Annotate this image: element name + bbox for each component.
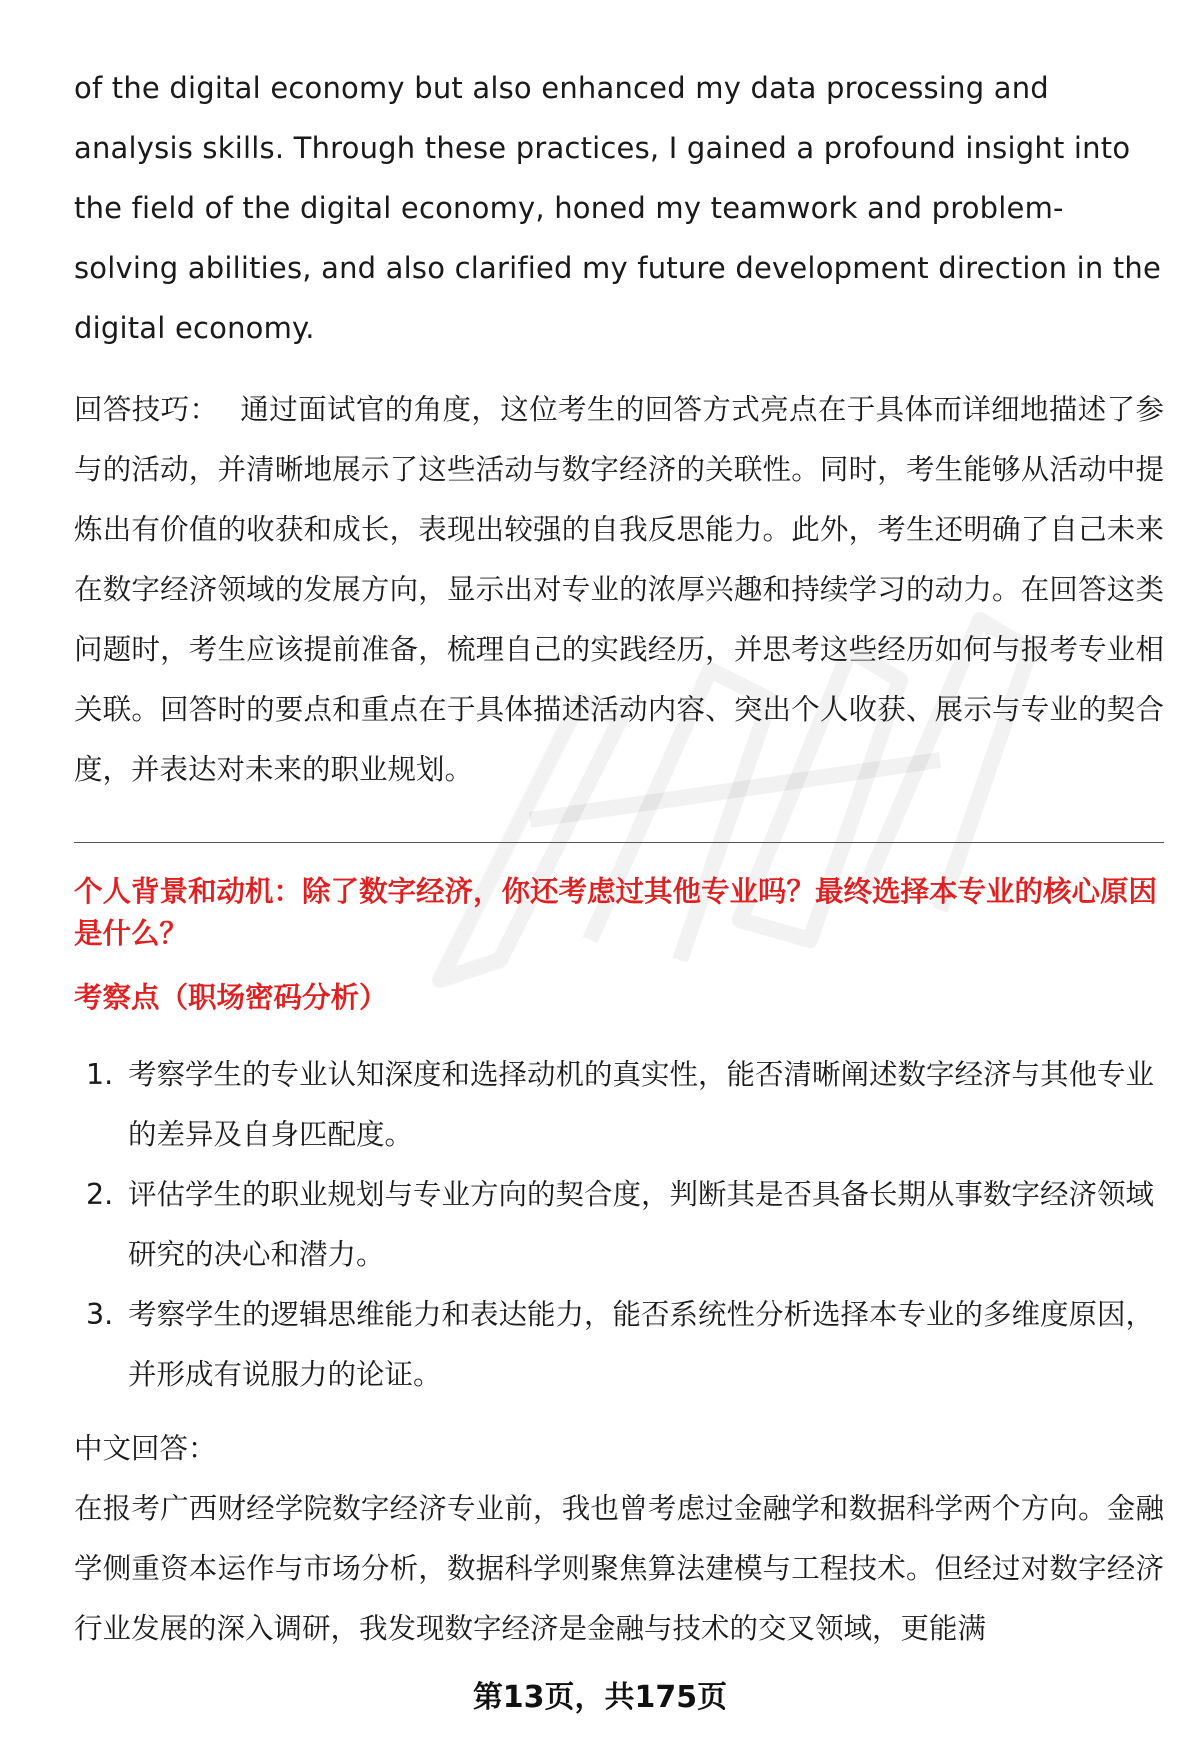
section-divider <box>74 842 1164 843</box>
focus-title: 考察点（职场密码分析） <box>74 981 388 1014</box>
list-item <box>74 1285 1164 1405</box>
focus-list <box>74 1045 1164 1405</box>
answer-label: 中文回答： <box>74 1432 217 1465</box>
answer-text: 在报考广西财经学院数字经济专业前，我也曾考虑过金融学和数据科学两个方向。金融学侧重资本运作与市场分析，数据科学则聚焦算法建模与工程技术。但经过对数字经济行业发展的深入调研，我发现数字经济是金融与技术的交叉领域，更能满 <box>74 1492 1164 1645</box>
tips-text: 通过面试官的角度，这位考生的回答方式亮点在于具体而详细地描述了参与的活动，并清晰地展示了这些活动与数字经济的关联性。同时，考生能够从活动中提炼出有价值的收获和成长，表现出较强的自我反思能力。此外，考生还明确了自己未来在数字经济领域的发展方向，显示出对专业的浓厚兴趣和持续学习的动力。在回答这类问题时，考生应该提前准备，梳理自己的实践经历，并思考这些经历如何与报考专业相关联。回答时的要点和重点在于具体描述活动内容、突出个人收获、展示与专业的契合度，并表达对未来的职业规划。 <box>74 393 1164 786</box>
answer-tips <box>74 380 1164 800</box>
list-item <box>74 1045 1164 1165</box>
list-text: 评估学生的职业规划与专业方向的契合度，判断其是否具备长期从事数字经济领域研究的决心和潜力。 <box>128 1178 1155 1271</box>
question-heading: 个人背景和动机：除了数字经济，你还考虑过其他专业吗？最终选择本专业的核心原因是什么？ <box>74 875 1158 950</box>
intro-paragraph: of the digital economy but also enhanced my data processing and analysis skills. Through these practices, I gained a profound insight into the field of the digital economy, honed my teamwork and problem-solving abilities, and also clarified my future development direction in the digital economy. <box>74 71 1162 345</box>
tips-label: 回答技巧： <box>74 393 219 426</box>
list-text: 考察学生的专业认知深度和选择动机的真实性，能否清晰阐述数字经济与其他专业的差异及自身匹配度。 <box>128 1058 1155 1151</box>
list-number: 1. <box>86 1058 114 1091</box>
page-footer: 第13页，共175页 <box>472 1680 728 1715</box>
page-content <box>74 58 1164 1659</box>
list-text: 考察学生的逻辑思维能力和表达能力，能否系统性分析选择本专业的多维度原因，并形成有说服力的论证。 <box>128 1298 1155 1391</box>
list-number: 3. <box>86 1298 114 1331</box>
list-number: 2. <box>86 1178 114 1211</box>
list-item <box>74 1165 1164 1285</box>
